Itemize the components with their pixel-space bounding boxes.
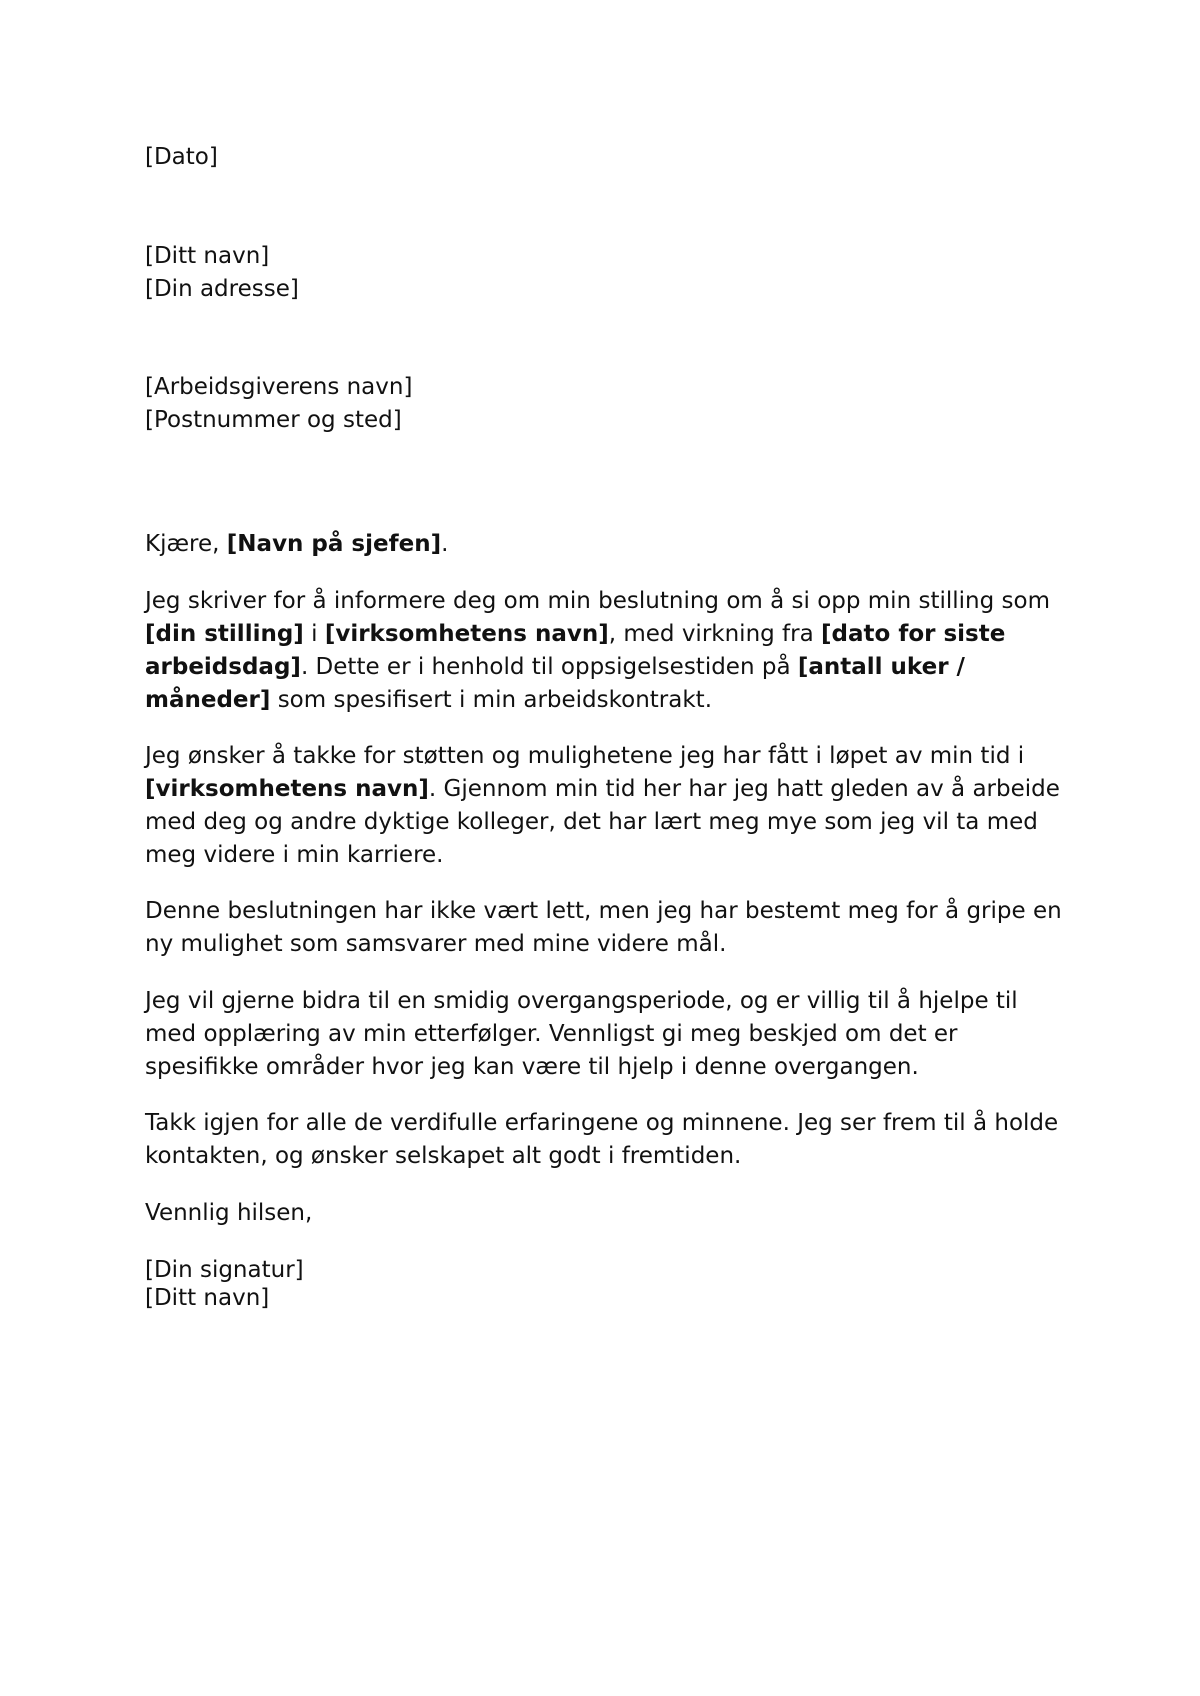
greeting-boss-name: [Navn på sjefen] (226, 531, 442, 557)
paragraph-decision: Denne beslutningen har ikke vært lett, men jeg har bestemt meg for å gripe en ny mulighet som samsvarer med mine videre mål. (145, 898, 1062, 957)
greeting-suffix: . (441, 531, 449, 557)
signature-name: [Ditt navn] (145, 1285, 270, 1311)
closing: Vennlig hilsen, (145, 1200, 313, 1226)
sender-address: [Din adresse] (145, 276, 299, 302)
greeting (145, 528, 448, 561)
p2-company: [virksomhetens navn] (145, 776, 429, 802)
employer-postal: [Postnummer og sted] (145, 407, 402, 433)
p1-text-1: Jeg skriver for å informere deg om min beslutning om å si opp min stilling som (145, 588, 1050, 614)
greeting-prefix: Kjære, (145, 531, 227, 557)
signature-placeholder: [Din signatur] (145, 1257, 304, 1283)
p1-text-3: , med virkning fra (608, 621, 822, 647)
paragraph-resignation (145, 585, 1075, 717)
p1-text-4: . Dette er i henhold til oppsigelsestiden på (300, 654, 798, 680)
p2-text-1: Jeg ønsker å takke for støtten og mulighetene jeg har fått i løpet av min tid i (145, 743, 1025, 769)
p1-last-day: [dato for siste arbeidsdag] (145, 621, 1006, 680)
paragraph-thanks: Takk igjen for alle de verdifulle erfaringene og minnene. Jeg ser frem til å holde kontakten, og ønsker selskapet alt godt i fremtiden. (145, 1110, 1059, 1169)
sender-name: [Ditt navn] (145, 243, 270, 269)
paragraph-transition: Jeg vil gjerne bidra til en smidig overgangsperiode, og er villig til å hjelpe til med opplæring av min etterfølger. Vennligst gi meg beskjed om det er spesifikke områder hvor jeg kan være til hjelp i denne overgangen. (145, 988, 1018, 1080)
p1-text-2: i (303, 621, 325, 647)
p1-company: [virksomhetens navn] (324, 621, 609, 647)
p1-text-5: som spesifisert i min arbeidskontrakt. (270, 687, 713, 713)
p1-notice-period: [antall uker / måneder] (145, 654, 965, 713)
date-placeholder: [Dato] (145, 144, 218, 170)
employer-name: [Arbeidsgiverens navn] (145, 374, 413, 400)
p1-position: [din stilling] (145, 621, 304, 647)
paragraph-gratitude (145, 740, 1075, 872)
p2-text-2: . Gjennom min tid her har jeg hatt gleden av å arbeide med deg og andre dyktige kolleger, det har lært meg mye som jeg vil ta med meg videre i min karriere. (145, 776, 1060, 868)
